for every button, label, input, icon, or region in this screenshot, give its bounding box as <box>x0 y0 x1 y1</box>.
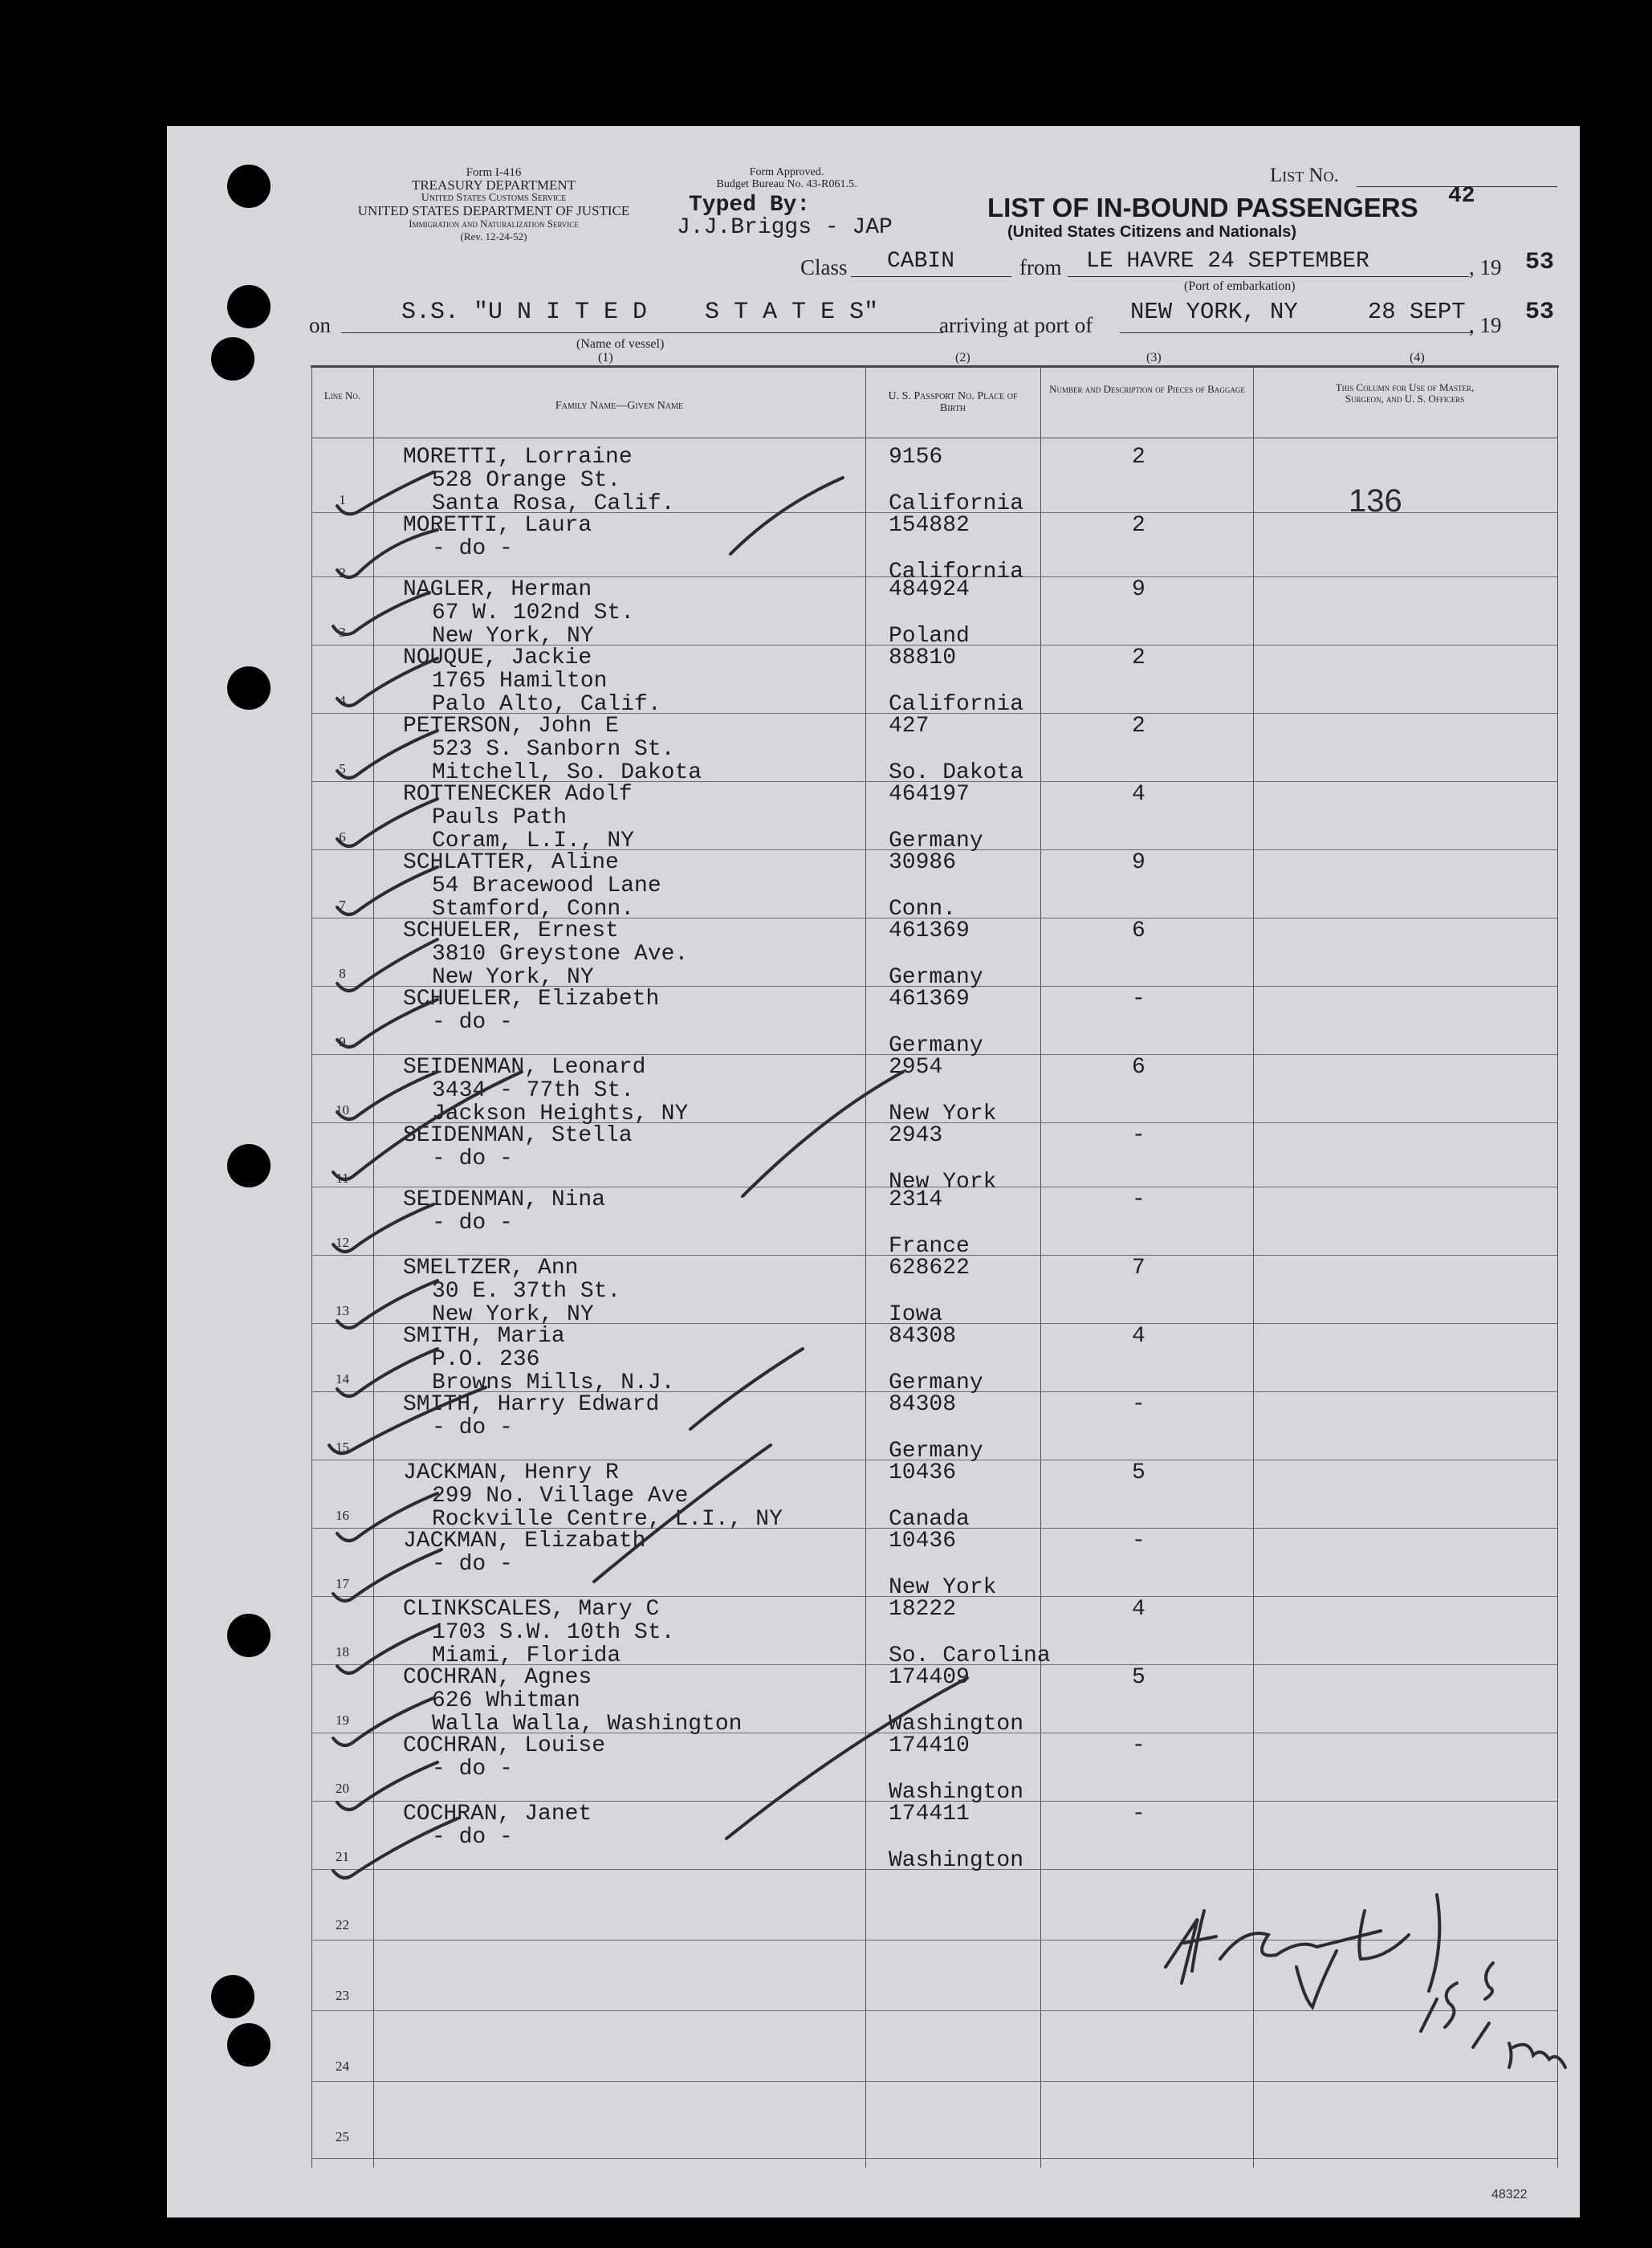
passenger-address-line2: New York, NY <box>432 965 594 990</box>
line-number: 10 <box>336 1102 349 1118</box>
passport-number: 84308 <box>889 1392 957 1417</box>
passport-number: 464197 <box>889 782 970 807</box>
baggage-count: 5 <box>1132 1460 1145 1485</box>
passport-number: 2943 <box>889 1123 943 1148</box>
on-label: on <box>309 313 331 337</box>
typed-by-label: Typed By: <box>689 193 811 218</box>
passenger-address-line2: Rockville Centre, L.I., NY <box>432 1507 783 1532</box>
line-number: 4 <box>339 693 346 708</box>
baggage-count: 4 <box>1132 782 1145 807</box>
baggage-count: 6 <box>1132 918 1145 943</box>
baggage-count: 2 <box>1132 714 1145 739</box>
passenger-name: NAGLER, Herman <box>403 577 592 602</box>
vessel-caption: (Name of vessel) <box>576 337 665 351</box>
passport-number: 461369 <box>889 987 970 1012</box>
passenger-address-line1: Pauls Path <box>432 805 568 830</box>
baggage-count: - <box>1132 1392 1145 1417</box>
passenger-address-line1: 1703 S.W. 10th St. <box>432 1620 675 1645</box>
place-of-birth: Germany <box>889 1370 983 1395</box>
port-embark-caption: (Port of embarkation) <box>1184 279 1296 293</box>
passenger-address-line2: Walla Walla, Washington <box>432 1712 743 1737</box>
justice-dept: UNITED STATES DEPARTMENT OF JUSTICE <box>357 203 630 218</box>
place-of-birth: California <box>889 692 1024 717</box>
passenger-name: COCHRAN, Louise <box>403 1733 606 1758</box>
line-number: 23 <box>336 1988 349 2003</box>
baggage-count: - <box>1132 1123 1145 1148</box>
line-number: 14 <box>336 1371 349 1387</box>
col-header-line-no: Line No. <box>323 389 361 401</box>
line-number: 15 <box>336 1440 349 1455</box>
form-approved: Form Approved. <box>749 166 824 178</box>
baggage-count: - <box>1132 1802 1145 1826</box>
passenger-address-line1: 1765 Hamilton <box>432 669 608 694</box>
line-number: 9 <box>339 1034 346 1049</box>
arrive-year: 53 <box>1525 299 1555 326</box>
place-of-birth: New York <box>889 1170 997 1195</box>
passport-number: 2314 <box>889 1187 943 1212</box>
passenger-address-line2: Mitchell, So. Dakota <box>432 760 702 785</box>
baggage-count: - <box>1132 1187 1145 1212</box>
baggage-count: 2 <box>1132 445 1145 470</box>
passenger-name: SEIDENMAN, Nina <box>403 1187 606 1212</box>
budget-bureau: Budget Bureau No. 43-R061.5. <box>716 178 857 190</box>
col-3-number: (3) <box>1146 351 1162 364</box>
passenger-address-line1: 626 Whitman <box>432 1688 580 1713</box>
arrive-year-prefix: , 19 <box>1469 313 1502 337</box>
place-of-birth: Conn. <box>889 897 957 922</box>
baggage-count: 6 <box>1132 1055 1145 1080</box>
stamp-number: 48322 <box>1491 2188 1528 2201</box>
col-header-officers: This Column for Use of Master, Surgeon, and U. S. Officers <box>1335 381 1475 405</box>
place-of-birth: New York <box>889 1575 997 1600</box>
passport-number: 484924 <box>889 577 970 602</box>
officer-count: 136 <box>1349 483 1402 519</box>
baggage-count: - <box>1132 987 1145 1012</box>
passenger-name: SMITH, Harry Edward <box>403 1392 660 1417</box>
passenger-address-line2: Coram, L.I., NY <box>432 829 635 853</box>
list-no-label: List No. <box>1270 165 1339 186</box>
passport-number: 174411 <box>889 1802 970 1826</box>
passenger-address-line1: P.O. 236 <box>432 1347 540 1372</box>
place-of-birth: Germany <box>889 829 983 853</box>
place-of-birth: Washington <box>889 1848 1024 1873</box>
line-number: 2 <box>339 565 346 580</box>
passenger-address-line1: - do - <box>432 1211 513 1236</box>
passenger-name: SCHUELER, Elizabeth <box>403 987 660 1012</box>
line-number: 8 <box>339 966 346 981</box>
passenger-name: PETERSON, John E <box>403 714 619 739</box>
rev-label: (Rev. 12-24-52) <box>460 230 527 242</box>
line-number: 25 <box>336 2129 349 2144</box>
baggage-count: - <box>1132 1733 1145 1758</box>
baggage-count: - <box>1132 1529 1145 1554</box>
from-value: LE HAVRE 24 SEPTEMBER <box>1086 249 1369 274</box>
passenger-name: SCHLATTER, Aline <box>403 850 619 875</box>
place-of-birth: Washington <box>889 1712 1024 1737</box>
form-number: Form I-416 <box>466 166 522 179</box>
passport-number: 174410 <box>889 1733 970 1758</box>
passenger-address-line1: 3810 Greystone Ave. <box>432 942 689 967</box>
baggage-count: 9 <box>1132 577 1145 602</box>
passenger-name: JACKMAN, Henry R <box>403 1460 619 1485</box>
passenger-address-line2: Browns Mills, N.J. <box>432 1370 675 1395</box>
passport-number: 461369 <box>889 918 970 943</box>
col-header-baggage: Number and Description of Pieces of Baggage <box>1049 383 1245 395</box>
line-number: 20 <box>336 1781 349 1796</box>
baggage-count: 2 <box>1132 513 1145 538</box>
passenger-address-line2: Miami, Florida <box>432 1643 621 1668</box>
line-number: 12 <box>336 1235 349 1250</box>
passenger-address-line1: 54 Bracewood Lane <box>432 874 661 898</box>
passenger-name: COCHRAN, Janet <box>403 1802 592 1826</box>
place-of-birth: France <box>889 1234 970 1259</box>
col-2-number: (2) <box>955 351 970 364</box>
passport-number: 2954 <box>889 1055 943 1080</box>
passenger-address-line1: - do - <box>432 1552 513 1577</box>
passenger-name: SCHUELER, Ernest <box>403 918 619 943</box>
passenger-name: SEIDENMAN, Stella <box>403 1123 633 1148</box>
passport-number: 18222 <box>889 1597 957 1622</box>
place-of-birth: Canada <box>889 1507 970 1532</box>
line-number: 5 <box>339 761 346 776</box>
passport-number: 9156 <box>889 445 943 470</box>
arriving-label: arriving at port of <box>939 313 1093 337</box>
place-of-birth: Germany <box>889 1033 983 1058</box>
passenger-address-line2: Palo Alto, Calif. <box>432 692 661 717</box>
passenger-address-line1: 67 W. 102nd St. <box>432 601 635 625</box>
passenger-name: SEIDENMAN, Leonard <box>403 1055 646 1080</box>
line-number: 6 <box>339 829 346 845</box>
passenger-name: MORETTI, Laura <box>403 513 592 538</box>
passenger-address-line2: New York, NY <box>432 1302 594 1327</box>
baggage-count: 2 <box>1132 645 1145 670</box>
customs-service: United States Customs Service <box>421 192 567 204</box>
place-of-birth: Poland <box>889 624 970 649</box>
line-number: 7 <box>339 898 346 913</box>
baggage-count: 7 <box>1132 1256 1145 1281</box>
passenger-address-line1: 528 Orange St. <box>432 468 621 493</box>
line-number: 18 <box>336 1644 349 1660</box>
passenger-address-line2: Jackson Heights, NY <box>432 1102 689 1126</box>
passenger-name: NOUQUE, Jackie <box>403 645 592 670</box>
passenger-name: SMITH, Maria <box>403 1324 565 1349</box>
passport-number: 10436 <box>889 1529 957 1554</box>
line-number: 17 <box>336 1576 349 1591</box>
passenger-address-line1: - do - <box>432 1757 513 1782</box>
passenger-name: JACKMAN, Elizabath <box>403 1529 646 1554</box>
passenger-address-line1: - do - <box>432 1010 513 1035</box>
passenger-address-line1: 523 S. Sanborn St. <box>432 737 675 762</box>
place-of-birth: California <box>889 560 1024 584</box>
place-of-birth: Germany <box>889 1439 983 1464</box>
passenger-name: MORETTI, Lorraine <box>403 445 633 470</box>
place-of-birth: So. Carolina <box>889 1643 1051 1668</box>
baggage-count: 9 <box>1132 850 1145 875</box>
passenger-address-line1: - do - <box>432 1415 513 1440</box>
passport-number: 10436 <box>889 1460 957 1485</box>
passenger-address-line2: Stamford, Conn. <box>432 897 635 922</box>
passenger-name: SMELTZER, Ann <box>403 1256 579 1281</box>
line-number: 1 <box>339 492 346 507</box>
col-header-name: Family Name—Given Name <box>555 400 684 412</box>
passenger-address-line1: - do - <box>432 1825 513 1850</box>
passport-number: 154882 <box>889 513 970 538</box>
passport-number: 427 <box>889 714 930 739</box>
typed-by-value: J.J.Briggs - JAP <box>677 215 893 240</box>
place-of-birth: Iowa <box>889 1302 943 1327</box>
treasury-dept: TREASURY DEPARTMENT <box>411 177 576 193</box>
arriving-value: NEW YORK, NY 28 SEPT <box>1130 299 1466 325</box>
place-of-birth: California <box>889 491 1024 516</box>
from-year-prefix: , 19 <box>1469 255 1502 279</box>
passenger-address-line1: 3434 - 77th St. <box>432 1078 635 1103</box>
passenger-name: ROTTENECKER Adolf <box>403 782 633 807</box>
passport-number: 628622 <box>889 1256 970 1281</box>
form-title: LIST OF IN-BOUND PASSENGERS <box>987 193 1418 222</box>
passenger-name: CLINKSCALES, Mary C <box>403 1597 660 1622</box>
line-number: 3 <box>339 625 346 640</box>
passenger-address-line1: 30 E. 37th St. <box>432 1279 621 1304</box>
class-label: Class <box>800 255 848 279</box>
baggage-count: 4 <box>1132 1324 1145 1349</box>
passenger-address-line1: 299 No. Village Ave <box>432 1484 689 1509</box>
passport-number: 174409 <box>889 1665 970 1690</box>
passenger-address-line1: - do - <box>432 536 513 561</box>
vessel-name: S.S. "U N I T E D S T A T E S" <box>401 299 879 326</box>
form-subtitle: (United States Citizens and Nationals) <box>1007 223 1297 241</box>
passenger-address-line2: Santa Rosa, Calif. <box>432 491 675 516</box>
passport-number: 88810 <box>889 645 957 670</box>
line-number: 11 <box>336 1171 349 1186</box>
col-1-number: (1) <box>598 351 613 364</box>
place-of-birth: Washington <box>889 1780 1024 1805</box>
passenger-address-line2: New York, NY <box>432 624 594 649</box>
from-year: 53 <box>1525 249 1555 276</box>
passport-number: 30986 <box>889 850 957 875</box>
from-label: from <box>1019 255 1062 279</box>
line-number: 19 <box>336 1712 349 1728</box>
line-number: 22 <box>336 1917 349 1932</box>
passport-number: 84308 <box>889 1324 957 1349</box>
class-value: CABIN <box>887 249 955 274</box>
place-of-birth: So. Dakota <box>889 760 1024 785</box>
baggage-count: 5 <box>1132 1665 1145 1690</box>
col-header-passport: U. S. Passport No. Place of Birth <box>888 390 1018 414</box>
line-number: 13 <box>336 1303 349 1318</box>
place-of-birth: New York <box>889 1102 997 1126</box>
ins-label: Immigration and Naturalization Service <box>409 218 579 230</box>
list-no-value: 42 <box>1448 184 1475 209</box>
passenger-name: COCHRAN, Agnes <box>403 1665 592 1690</box>
place-of-birth: Germany <box>889 965 983 990</box>
baggage-count: 4 <box>1132 1597 1145 1622</box>
line-number: 21 <box>336 1849 349 1864</box>
passenger-address-line1: - do - <box>432 1146 513 1171</box>
line-number: 16 <box>336 1508 349 1523</box>
col-4-number: (4) <box>1410 351 1425 364</box>
line-number: 24 <box>336 2059 349 2074</box>
